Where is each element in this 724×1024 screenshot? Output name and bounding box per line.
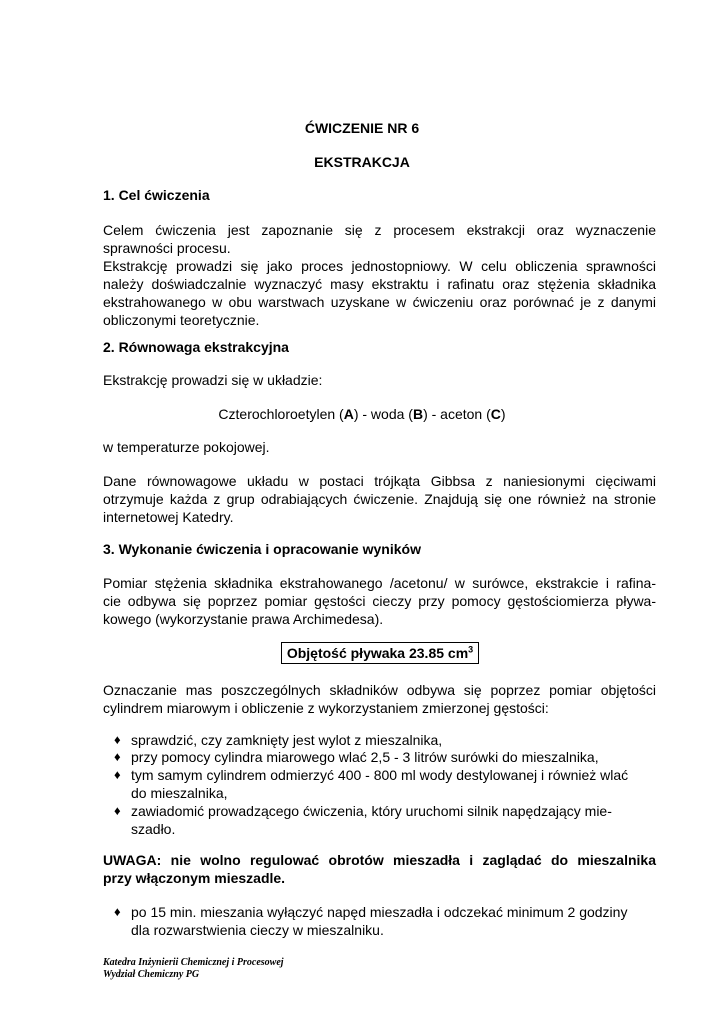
section1-paragraph bbox=[103, 221, 656, 329]
section2-heading: 2. Równowaga ekstrakcyjna bbox=[103, 339, 289, 355]
component-b: B bbox=[412, 406, 424, 422]
diamond-bullet-icon: ♦ bbox=[114, 803, 121, 818]
text-line: obliczonymi teoretycznie. bbox=[103, 312, 260, 328]
text-line: Celem ćwiczenia jest zapoznanie się z procesem ekstrakcji oraz wyznaczenie bbox=[103, 222, 656, 238]
document-title: ĆWICZENIE NR 6 bbox=[304, 120, 420, 136]
diamond-bullet-icon: ♦ bbox=[114, 749, 121, 764]
temperature-note: w temperaturze pokojowej. bbox=[103, 439, 270, 455]
section2-intro: Ekstrakcję prowadzi się w układzie: bbox=[103, 372, 323, 388]
text-line: Pomiar stężenia składnika ekstrahowanego /acetonu/ w surówce, ekstrakcie i rafina- bbox=[103, 575, 656, 591]
text-line: ekstrahowanego w obu warstwach uzyskane w ćwiczeniu oraz porównać je z danymi bbox=[103, 294, 656, 310]
text-line: Dane równowagowe układu w postaci trójkąta Gibbsa z naniesionymi cięciwami bbox=[103, 473, 656, 489]
text-line: cie odbywa się poprzez pomiar gęstości cieczy przy pomocy gęstościomierza pływa- bbox=[103, 593, 656, 609]
section2-paragraph bbox=[103, 472, 656, 526]
text-line: UWAGA: nie wolno regulować obrotów mieszadła i zaglądać do mieszalnika bbox=[103, 852, 656, 868]
text-line: cylindrem miarowym i obliczenie z wykorzystaniem zmierzonej gęstości: bbox=[103, 700, 549, 716]
text-line: otrzymuje każda z grup odrabiających ćwiczenie. Znajdują się one również na stronie bbox=[103, 491, 656, 507]
text-line: Ekstrakcję prowadzi się jako proces jednostopniowy. W celu obliczenia sprawności bbox=[103, 258, 656, 274]
system-text: Czterochloroetylen ( bbox=[218, 406, 344, 422]
diamond-bullet-icon: ♦ bbox=[114, 732, 121, 747]
text-line: do mieszalnika, bbox=[131, 785, 228, 801]
document-subtitle: EKSTRAKCJA bbox=[314, 154, 410, 170]
text-line: sprawdzić, czy zamknięty jest wylot z mieszalnika, bbox=[131, 732, 443, 748]
text-line: tym samym cylindrem odmierzyć 400 - 800 ml wody destylowanej i również wlać bbox=[131, 767, 629, 783]
section1-heading: 1. Cel ćwiczenia bbox=[103, 187, 210, 203]
text-line: po 15 min. mieszania wyłączyć napęd mieszadła i odczekać minimum 2 godziny bbox=[131, 904, 628, 920]
diamond-bullet-icon: ♦ bbox=[114, 904, 121, 919]
section3-paragraph bbox=[103, 574, 656, 628]
text-line: przy pomocy cylindra miarowego wlać 2,5 - 3 litrów surówki do mieszalnika, bbox=[131, 749, 599, 765]
system-text: ) bbox=[500, 406, 506, 422]
component-c: C bbox=[490, 406, 501, 422]
text-line: szadło. bbox=[131, 821, 176, 837]
text-line: internetowej Katedry. bbox=[103, 509, 234, 525]
component-a: A bbox=[343, 406, 354, 422]
section3-heading: 3. Wykonanie ćwiczenia i opracowanie wyników bbox=[103, 541, 421, 557]
warning-note bbox=[103, 851, 656, 887]
system-text: ) - aceton ( bbox=[423, 406, 491, 422]
footer-line: Wydział Chemiczny PG bbox=[103, 969, 200, 980]
text-line: dla rozwarstwienia cieczy w mieszalniku. bbox=[131, 922, 384, 938]
text-line: Oznaczanie mas poszczególnych składników odbywa się poprzez pomiar objętości bbox=[103, 682, 656, 698]
float-volume-box bbox=[281, 642, 479, 664]
section3-paragraph-2 bbox=[103, 681, 656, 717]
text-line: przy włączonym mieszadle. bbox=[103, 870, 286, 886]
diamond-bullet-icon: ♦ bbox=[114, 767, 121, 782]
text-line: sprawności procesu. bbox=[103, 240, 231, 256]
system-text: ) - woda ( bbox=[353, 406, 413, 422]
chemical-system bbox=[0, 406, 724, 422]
float-volume-unit-exponent: 3 bbox=[468, 644, 474, 655]
footer-line: Katedra Inżynierii Chemicznej i Procesowej bbox=[103, 957, 284, 968]
text-line: kowego (wykorzystanie prawa Archimedesa). bbox=[103, 611, 384, 627]
text-line: należy doświadczalnie wyznaczyć masy ekstraktu i rafinatu oraz stężenia składnika bbox=[103, 276, 656, 292]
text-line: zawiadomić prowadzącego ćwiczenia, który uruchomi silnik napędzający mie- bbox=[131, 803, 612, 819]
float-volume-text: Objętość pływaka 23.85 cm bbox=[286, 645, 469, 661]
